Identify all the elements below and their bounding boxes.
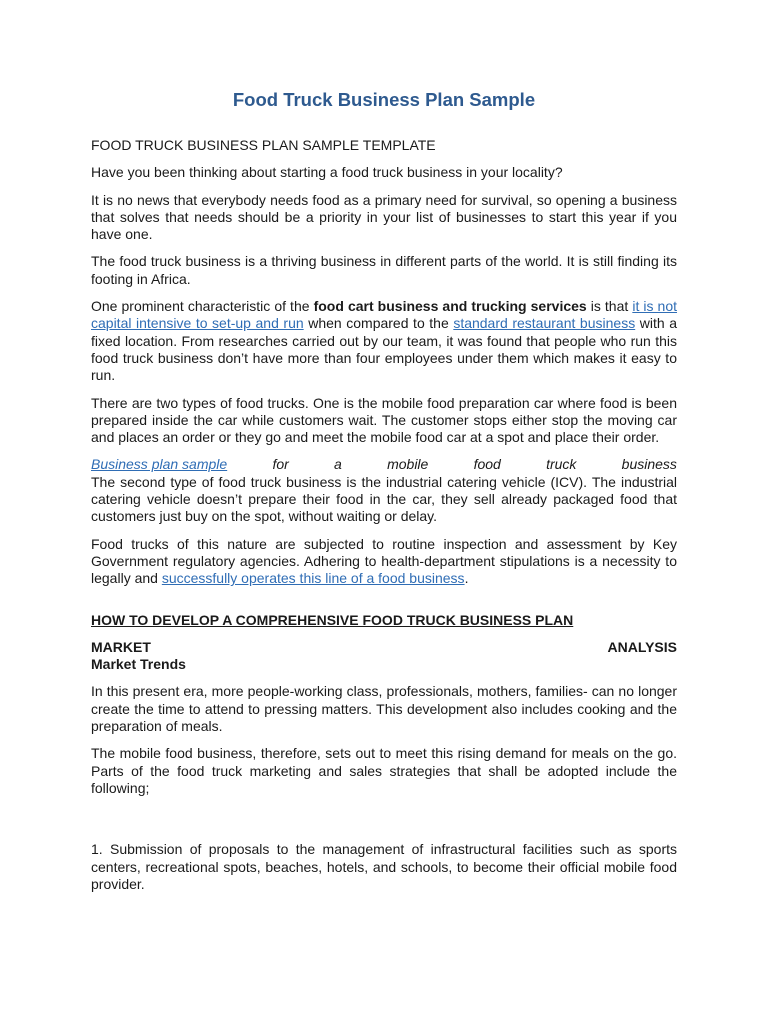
document-title: Food Truck Business Plan Sample: [232, 89, 536, 110]
market-analysis-heading: [91, 639, 677, 656]
paragraph-types: There are two types of food trucks. One is the mobile food preparation car where food is been prepared inside the car while customers wait. The customer stops either stop the moving car and places an order or they go and meet the mobile food car at a spot and place their order.: [91, 394, 677, 446]
sample-word: truck: [546, 456, 577, 473]
sample-word: a: [334, 456, 342, 473]
food-business-link[interactable]: successfully operates this line of a food business: [161, 570, 465, 587]
section-heading: HOW TO DEVELOP A COMPREHENSIVE FOOD TRUCK BUSINESS PLAN: [91, 611, 574, 628]
paragraph-mobile: The mobile food business, therefore, sets out to meet this rising demand for meals on the go. Parts of the food truck marketing and sales strategies that shall be adopted include the following;: [91, 745, 677, 796]
characteristic-text-1: One prominent characteristic of the: [91, 298, 314, 315]
market-label: MARKET: [91, 638, 151, 655]
business-plan-sample-link[interactable]: Business plan sample: [91, 456, 228, 473]
paragraph-era: In this present era, more people-working class, professionals, mothers, families- can no longer create the time to attend to pressing matters. This development also includes cooking and the preparation of meals.: [91, 683, 677, 735]
sample-word: for: [272, 456, 289, 473]
paragraph-sample: [91, 456, 677, 525]
inspection-text-2: .: [464, 570, 469, 587]
characteristic-bold: food cart business and trucking services: [313, 298, 587, 315]
analysis-label: ANALYSIS: [607, 638, 677, 655]
sample-word: food: [473, 456, 501, 473]
paragraph-need: It is no news that everybody needs food as a primary need for survival, so opening a business that solves that needs should be a priority in your list of businesses to start this year if you have one.: [91, 191, 677, 243]
sample-word: mobile: [387, 456, 429, 473]
paragraph-characteristic: [91, 298, 677, 384]
characteristic-text-2: is that: [586, 298, 633, 315]
inspection-text-1: Food trucks of this nature are subjected to routine inspection and assessment by Key Government regulatory agencies. Adhering to health-department stipulations is a necessity to legally and: [91, 535, 677, 587]
market-trends-heading: Market Trends: [91, 656, 186, 673]
sample-spread-line: [91, 456, 677, 473]
intro-question: Have you been thinking about starting a food truck business in your locality?: [91, 164, 563, 181]
spacer: [91, 807, 677, 841]
paragraph-inspection: [91, 536, 677, 588]
capital-intensive-link[interactable]: it is not capital intensive to set-up and run: [91, 298, 678, 332]
template-heading: FOOD TRUCK BUSINESS PLAN SAMPLE TEMPLATE: [91, 137, 436, 153]
characteristic-text-3: when compared to the: [303, 315, 454, 332]
sample-word: business: [621, 456, 677, 473]
paragraph-thriving: The food truck business is a thriving business in different parts of the world. It is still finding its footing in Africa.: [91, 253, 677, 287]
paragraph-icv: The second type of food truck business is the industrial catering vehicle (ICV). The industrial catering vehicle doesn’t prepare their food in the car, they sell already packaged food that customers just buy on the spot, without waiting or delay.: [91, 473, 677, 525]
standard-restaurant-link[interactable]: standard restaurant business: [453, 315, 636, 332]
characteristic-text-4: with a fixed location. From researches carried out by our team, it was found that people who run this food truck business don’t have more than four employees under them which makes it easy to run.: [91, 315, 677, 384]
list-item-1: 1. Submission of proposals to the management of infrastructural facilities such as sports centers, recreational spots, beaches, hotels, and schools, to become their official mobile food provider.: [91, 841, 677, 892]
